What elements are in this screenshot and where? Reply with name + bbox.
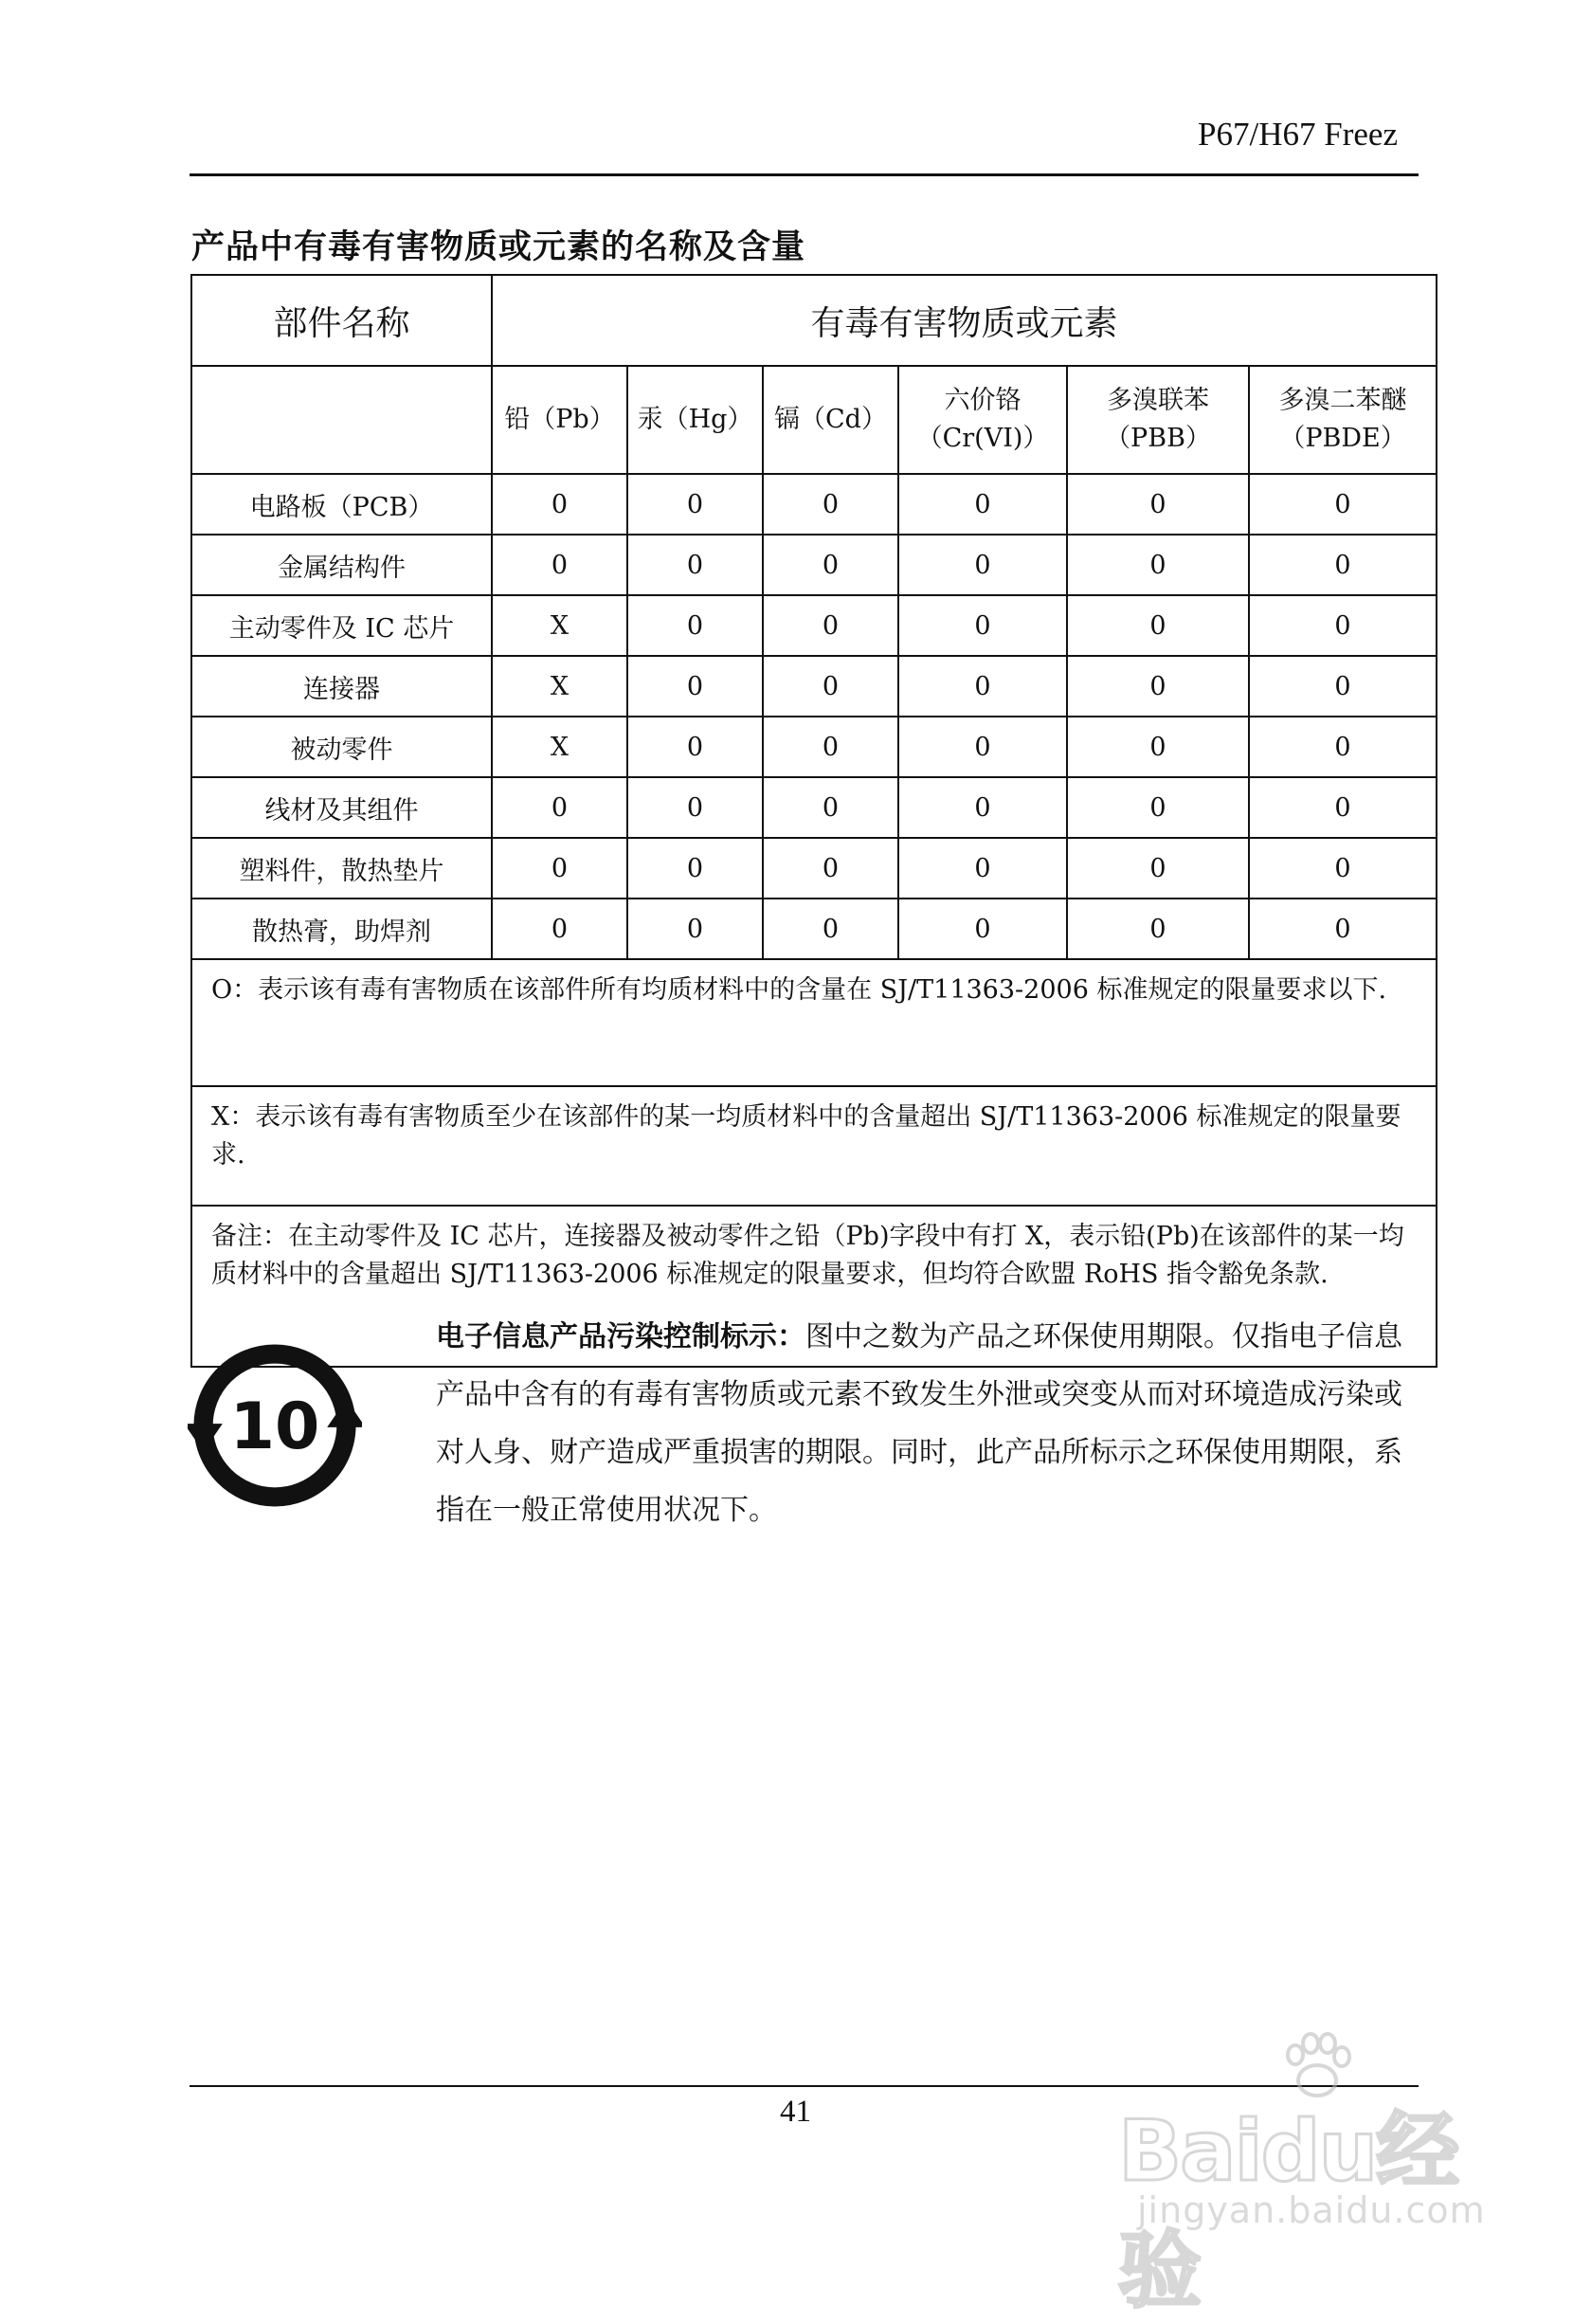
table-row [191, 535, 1437, 595]
value-cell: 0 [763, 777, 898, 838]
substances-header: 有毒有害物质或元素 [492, 275, 1437, 366]
component-name: 主动零件及 IC 芯片 [191, 595, 492, 656]
watermark-brand: Baidu经验 [1118, 2102, 1458, 2319]
component-name: 散热膏，助焊剂 [191, 899, 492, 959]
value-cell: 0 [763, 656, 898, 717]
baidu-watermark [1118, 2028, 1516, 2319]
section-title: 产品中有毒有害物质或元素的名称及含量 [191, 228, 806, 266]
column-header-cd: 镉（Cd） [763, 366, 898, 474]
value-cell: 0 [1067, 656, 1249, 717]
value-cell: 0 [1249, 777, 1437, 838]
value-cell: 0 [1067, 838, 1249, 899]
value-cell: 0 [1249, 595, 1437, 656]
value-cell: 0 [627, 474, 763, 535]
value-cell: 0 [898, 535, 1067, 595]
value-cell: 0 [1249, 717, 1437, 777]
value-cell: 0 [1067, 899, 1249, 959]
value-cell: 0 [627, 899, 763, 959]
column-header-cr6: 六价铬 （Cr(VI)） [898, 366, 1067, 474]
note-x-explanation: X：表示该有毒有害物质至少在该部件的某一均质材料中的含量超出 SJ/T11363-2006 标准规定的限量要求. [191, 1086, 1437, 1206]
value-cell: 0 [492, 899, 627, 959]
value-cell: 0 [492, 838, 627, 899]
value-cell: 0 [763, 899, 898, 959]
table-row [191, 595, 1437, 656]
value-cell: 0 [492, 474, 627, 535]
value-cell: 0 [763, 474, 898, 535]
value-cell: 0 [492, 777, 627, 838]
value-cell: 0 [627, 838, 763, 899]
component-name: 被动零件 [191, 717, 492, 777]
value-cell: 0 [898, 838, 1067, 899]
component-name-header: 部件名称 [191, 275, 492, 366]
table-row [191, 474, 1437, 535]
value-cell: 0 [1249, 535, 1437, 595]
hazardous-substances-table [190, 274, 1437, 1368]
column-header-pbde: 多溴二苯醚 （PBDE） [1249, 366, 1437, 474]
value-cell: 0 [1067, 535, 1249, 595]
component-name: 金属结构件 [191, 535, 492, 595]
value-cell: 0 [1249, 838, 1437, 899]
value-cell: 0 [1249, 474, 1437, 535]
value-cell: 0 [627, 717, 763, 777]
epup-body: 图中之数为产品之环保使用期限。仅指电子信息产品中含有的有毒有害物质或元素不致发生外泄或突变从而对环境造成污染或对人身、财产造成严重损害的期限。同时，此产品所标示之环保使用期限，系指在一般正常使用状况下。 [436, 1320, 1402, 1527]
epup-description [436, 1308, 1421, 1539]
column-header-pb: 铅（Pb） [492, 366, 627, 474]
note-o-explanation: O：表示该有毒有害物质在该部件所有均质材料中的含量在 SJ/T11363-2006 标准规定的限量要求以下. [191, 959, 1437, 1086]
component-name: 电路板（PCB） [191, 474, 492, 535]
value-cell: 0 [898, 656, 1067, 717]
value-cell: 0 [1067, 777, 1249, 838]
value-cell: X [492, 717, 627, 777]
page-number: 41 [780, 2095, 811, 2129]
document-header-title: P67/H67 Freez [1198, 116, 1398, 153]
table-row [191, 656, 1437, 717]
value-cell: X [492, 595, 627, 656]
value-cell: 0 [1249, 899, 1437, 959]
value-cell: 0 [898, 777, 1067, 838]
value-cell: X [492, 656, 627, 717]
value-cell: 0 [898, 595, 1067, 656]
header-divider [190, 173, 1419, 176]
value-cell: 0 [763, 595, 898, 656]
table-row [191, 899, 1437, 959]
table-row [191, 717, 1437, 777]
value-cell: 0 [898, 717, 1067, 777]
empty-header-cell [191, 366, 492, 474]
column-header-pbb: 多溴联苯 （PBB） [1067, 366, 1249, 474]
value-cell: 0 [898, 899, 1067, 959]
column-header-hg: 汞（Hg） [627, 366, 763, 474]
value-cell: 0 [763, 717, 898, 777]
value-cell: 0 [1067, 717, 1249, 777]
watermark-url: jingyan.baidu.com [1137, 2189, 1486, 2231]
logo-number: 10 [229, 1389, 320, 1464]
value-cell: 0 [627, 656, 763, 717]
epup-label: 电子信息产品污染控制标示： [436, 1320, 805, 1353]
value-cell: 0 [1067, 474, 1249, 535]
component-name: 连接器 [191, 656, 492, 717]
value-cell: 0 [627, 777, 763, 838]
table-row [191, 777, 1437, 838]
value-cell: 0 [492, 535, 627, 595]
value-cell: 0 [1067, 595, 1249, 656]
value-cell: 0 [763, 535, 898, 595]
value-cell: 0 [898, 474, 1067, 535]
component-name: 塑料件，散热垫片 [191, 838, 492, 899]
component-name: 线材及其组件 [191, 777, 492, 838]
value-cell: 0 [763, 838, 898, 899]
value-cell: 0 [627, 595, 763, 656]
value-cell: 0 [627, 535, 763, 595]
remark-note: 备注：在主动零件及 IC 芯片，连接器及被动零件之铅（Pb)字段中有打 X，表示铅(Pb)在该部件的某一均质材料中的含量超出 SJ/T11363-2006 标准规定的限量要求，但均符合欧盟 RoHS 指令豁免条款. [191, 1206, 1437, 1367]
table-row [191, 838, 1437, 899]
value-cell: 0 [1249, 656, 1437, 717]
epup-10-year-logo [188, 1338, 362, 1513]
